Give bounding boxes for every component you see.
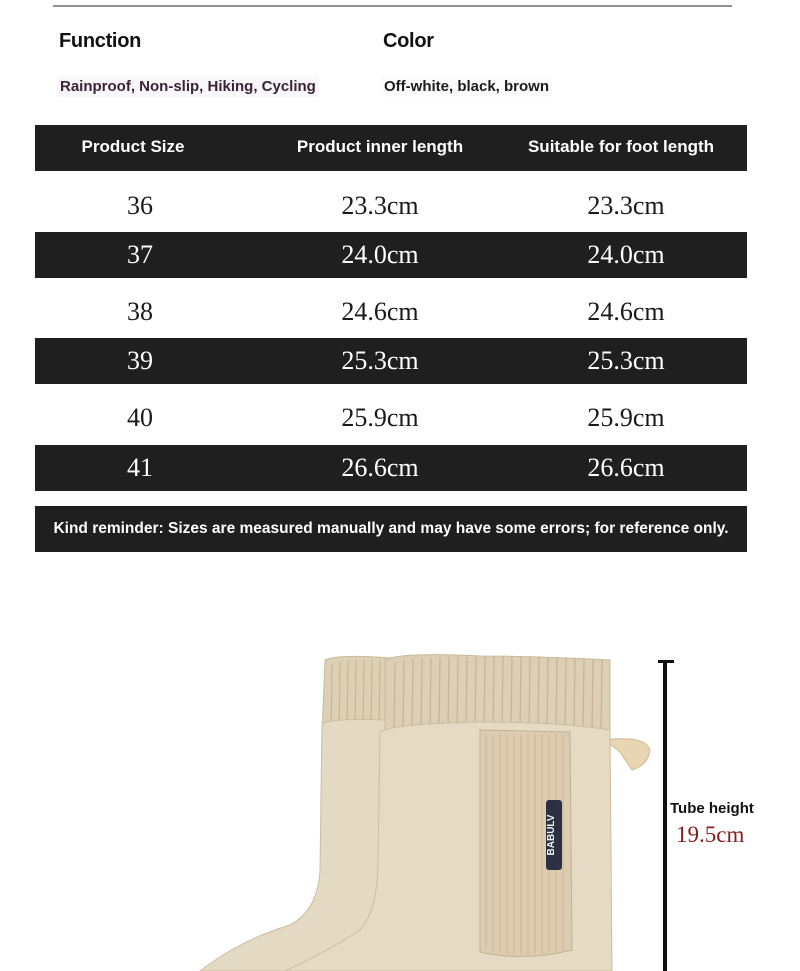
size-cell: 40 <box>127 403 153 432</box>
foot-length-cell: 24.0cm <box>587 240 665 269</box>
size-table <box>35 125 747 491</box>
brand-tag-text: BABULV <box>546 814 557 856</box>
foot-length-cell: 25.3cm <box>587 346 665 375</box>
tube-height-measure-line <box>663 661 667 971</box>
table-row <box>35 338 747 384</box>
pull-tab <box>605 739 650 770</box>
foot-length-cell: 24.6cm <box>587 297 665 326</box>
inner-length-cell: 26.6cm <box>341 453 419 482</box>
size-cell: 39 <box>127 346 153 375</box>
inner-length-cell: 25.9cm <box>341 403 419 432</box>
inner-length-cell: 24.6cm <box>341 297 419 326</box>
size-cell: 37 <box>127 240 153 269</box>
header-inner-length: Product inner length <box>296 137 464 156</box>
foot-length-cell: 25.9cm <box>587 403 665 432</box>
function-value: Rainproof, Non-slip, Hiking, Cycling <box>57 76 319 97</box>
table-row <box>35 171 747 232</box>
foot-length-cell: 23.3cm <box>587 191 665 220</box>
tube-height-value: 19.5cm <box>676 822 745 847</box>
size-cell: 38 <box>127 297 153 326</box>
function-heading: Function <box>59 30 142 52</box>
boot-product-image <box>180 640 660 971</box>
color-value: Off-white, black, brown <box>381 76 552 97</box>
table-row <box>35 232 747 278</box>
tube-height-label: Tube height <box>670 800 754 817</box>
size-cell: 36 <box>127 191 153 220</box>
reminder-banner: Kind reminder: Sizes are measured manually and may have some errors; for reference only. <box>35 506 747 552</box>
header-product-size: Product Size <box>81 137 185 156</box>
header-foot-length: Suitable for foot length <box>527 137 715 156</box>
table-header-row <box>35 125 747 171</box>
inner-length-cell: 25.3cm <box>341 346 419 375</box>
foot-length-cell: 26.6cm <box>587 453 665 482</box>
table-row <box>35 445 747 491</box>
table-row <box>35 384 747 445</box>
color-heading: Color <box>383 30 434 52</box>
size-cell: 41 <box>127 453 153 482</box>
table-row <box>35 278 747 338</box>
inner-length-cell: 24.0cm <box>341 240 419 269</box>
inner-length-cell: 23.3cm <box>341 191 419 220</box>
top-divider <box>53 5 732 7</box>
